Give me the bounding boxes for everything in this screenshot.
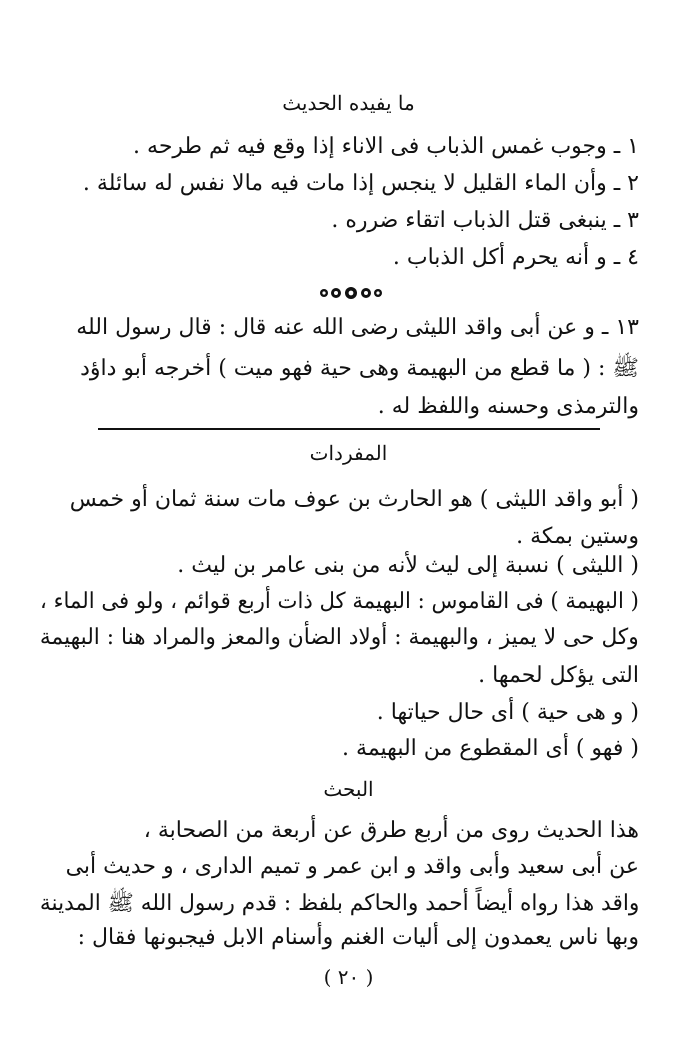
vocab-line-6: التى يؤكل لحمها . xyxy=(478,663,639,688)
page-number: ( ٢٠ ) xyxy=(323,965,374,989)
hadith-line-1: ١٣ ـ و عن أبى واقد الليثى رضى الله عنه قال : قال رسول الله xyxy=(76,315,639,340)
benefit-item-3: ٣ ـ ينبغى قتل الذباب اتقاء ضرره . xyxy=(331,208,639,233)
ornament-divider xyxy=(318,284,384,302)
section-divider-rule xyxy=(98,428,600,430)
hadith-line-3: والترمذى وحسنه واللفظ له . xyxy=(377,394,639,419)
vocab-line-3: ( الليثى ) نسبة إلى ليث لأنه من بنى عامر بن ليث . xyxy=(177,553,639,578)
benefit-item-1: ١ ـ وجوب غمس الذباب فى الاناء إذا وقع فيه ثم طرحه . xyxy=(133,134,639,159)
vocab-line-4: ( البهيمة ) فى القاموس : البهيمة كل ذات أربع قوائم ، ولو فى الماء ، xyxy=(40,589,639,614)
benefit-item-4: ٤ ـ و أنه يحرم أكل الذباب . xyxy=(392,245,639,270)
discussion-line-1: هذا الحديث روى من أربع طرق عن أربعة من الصحابة ، xyxy=(143,818,639,843)
hadith-line-2: ﷺ : ( ما قطع من البهيمة وهى حية فهو ميت ) أخرجه أبو داؤد xyxy=(80,356,639,381)
benefit-item-2: ٢ ـ وأن الماء القليل لا ينجس إذا مات فيه مالا نفس له سائلة . xyxy=(82,171,639,196)
section-heading-benefits: ما يفيده الحديث xyxy=(282,91,415,115)
discussion-line-4: وبها ناس يعمدون إلى أليات الغنم وأسنام الابل فيجبونها فقال : xyxy=(77,925,639,950)
vocab-line-8: ( فهو ) أى المقطوع من البهيمة . xyxy=(342,736,639,761)
discussion-line-2: عن أبى سعيد وأبى واقد و ابن عمر و تميم الدارى ، و حديث أبى xyxy=(65,854,639,879)
vocab-line-2: وستين بمكة . xyxy=(516,524,639,549)
vocab-line-5: وكل حى لا يميز ، والبهيمة : أولاد الضأن والمعز والمراد هنا : البهيمة xyxy=(40,625,639,650)
section-heading-discussion: البحث xyxy=(323,777,374,801)
vocab-line-7: ( و هى حية ) أى حال حياتها . xyxy=(376,700,639,725)
section-heading-vocabulary: المفردات xyxy=(309,441,388,465)
discussion-line-3: واقد هذا رواه أيضاً أحمد والحاكم بلفظ : قدم رسول الله ﷺ المدينة xyxy=(39,891,639,916)
vocab-line-1: ( أبو واقد الليثى ) هو الحارث بن عوف مات سنة ثمان أو خمس xyxy=(69,487,639,512)
